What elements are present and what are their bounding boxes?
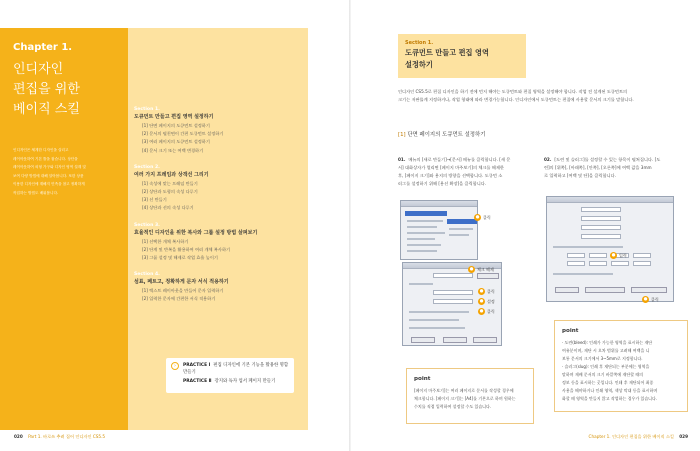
point-line: 사용을 해야하거나 인쇄 영역, 색상 막대 등을 표시하며 bbox=[562, 388, 658, 393]
toc-section bbox=[134, 164, 306, 213]
page-number: 020 bbox=[14, 434, 23, 439]
page-number: 029 bbox=[679, 434, 688, 439]
toc-section bbox=[134, 106, 306, 155]
point-line: · 슬러그(slug): 인쇄 후 재단되는 부분에는 영역을 bbox=[562, 364, 650, 369]
intro-line: 크기는 저판률계 지정하거나, 작업 형태에 따라 변경가능합니다. 인디자인에서 도큐먼트는 편집에 사용할 문서의 크기를 말합니다. bbox=[398, 97, 634, 102]
point-line: 보통 문서의 크기에서 3~5mm로 지정합니다. bbox=[562, 356, 643, 361]
toc-section-label: Section 4. bbox=[134, 272, 160, 278]
point-title: point bbox=[414, 376, 431, 382]
chapter-title-line: 베이직 스킬 bbox=[13, 102, 80, 117]
point-line: · 도련(bleed): 인쇄가 가능한 영역을 표시하는 재단 bbox=[562, 340, 653, 345]
chapter-desc-line: 인디자인은 체계한 디자인을 살리고 bbox=[13, 148, 69, 152]
toc-item: [1] 선택한 개체 복사하기 bbox=[142, 238, 189, 244]
point-line: [페이지 마주보기]는 여러 페이지로 문서를 작성할 경우에 bbox=[414, 388, 514, 393]
step-number: 02. bbox=[544, 157, 552, 162]
table-of-contents bbox=[134, 106, 306, 313]
running-title: Chapter 1. 인디자인 편집을 위한 베이직 스킬 bbox=[588, 434, 674, 439]
toc-item: [3] 선 만들기 bbox=[142, 197, 167, 203]
step-line: 후, [페이지 크기]와 용지의 방향을 선택합니다. 도큐먼 소 bbox=[398, 173, 503, 178]
callout: ● 클릭 bbox=[475, 214, 491, 220]
practice-item bbox=[171, 378, 290, 385]
callout: ● 클릭 bbox=[479, 288, 495, 294]
toc-item: [2] 상단과 도형의 속성 다루기 bbox=[142, 189, 198, 195]
section-title-line: 도큐먼트 만들고 편집 영역 bbox=[405, 48, 489, 57]
callout: ● 입력 bbox=[611, 252, 627, 258]
callout: ● 클릭 bbox=[479, 308, 495, 314]
callout-badge-icon: ● bbox=[479, 309, 484, 314]
step-line: 러그를 설정하기 위해 [용선 확장]을 클릭합니다. bbox=[398, 181, 487, 186]
chapter-description bbox=[13, 146, 125, 198]
practice-box bbox=[166, 358, 294, 393]
page-gutter bbox=[349, 0, 351, 451]
point-line: 정보 등을 표시하는 곳입니다. 인쇄 후 재단되어 최종 bbox=[562, 380, 654, 385]
point-line: 수치를 직접 입력하여 설정할 수도 있습니다. bbox=[414, 404, 492, 409]
step-line: 로 입력하고 [여백 및 단]을 클릭합니다. bbox=[544, 173, 616, 178]
chapter-title bbox=[13, 60, 123, 120]
left-footer bbox=[14, 434, 105, 440]
step-line: [도련 및 슬러그]를 설정할 수 있는 항목이 펼쳐집니다. [도 bbox=[554, 157, 661, 162]
chapter-desc-line: 레이아웃하여 기본 틀을 잡습니다. 상단을 bbox=[13, 156, 78, 161]
toc-item: [4] 문서 크기 또는 여백 변경하기 bbox=[142, 147, 204, 153]
subsection-number: [1] bbox=[398, 132, 406, 138]
chapter-desc-line: 작업하는 방법도 배워봅니다. bbox=[13, 190, 59, 195]
toc-item: [1] 단면 페이지의 도큐먼트 설정하기 bbox=[142, 123, 210, 128]
toc-item: [2] 문서의 펼친면이 간편 도큐먼트 설정하기 bbox=[142, 131, 224, 137]
section-label: Section 1. bbox=[405, 40, 434, 46]
toc-item: [1] 속성에 맞는 프레임 만들기 bbox=[142, 180, 198, 186]
callout-badge-icon: ● bbox=[475, 215, 480, 220]
point-line: 여유분이며, 재단 시 오차 범위를 고려해 여백을 니 bbox=[562, 348, 650, 353]
toc-section-title: 섬표, 페트고, 정확하게 문자 서식 적용하기 bbox=[134, 279, 229, 286]
section-header bbox=[398, 34, 526, 78]
toc-item: [2] 입력한 문자에 간편한 서식 적용하기 bbox=[142, 296, 216, 302]
toc-section-label: Section 1. bbox=[134, 107, 160, 112]
step-number: 01. bbox=[398, 157, 406, 162]
toc-item: [2] 단계 및 반복을 활용하여 여러 개체 복사하기 bbox=[142, 246, 231, 252]
point-line: 체크합니다. [페이지 크기]는 [A4]를 기본으로 하며 원하는 bbox=[414, 396, 516, 401]
practice-text: 편집 디자인에 기본 기능을 활용한 명함 만들기 bbox=[183, 363, 289, 375]
callout: ● 클릭 bbox=[643, 296, 659, 302]
callout-badge-icon: ● bbox=[643, 297, 648, 302]
step-line: 서] 대화상자가 열리면 [페이지 마주보기]의 체크를 해제한 bbox=[398, 165, 504, 170]
practice-label: PRACTICE Ⅱ bbox=[183, 379, 212, 384]
practice-text: 강지와 독자 업서 페이지 만들기 bbox=[214, 379, 276, 384]
point-box bbox=[554, 320, 688, 412]
arrow-right-icon: › bbox=[171, 362, 179, 370]
step-2 bbox=[544, 156, 684, 180]
chapter-desc-line: 이용한 디자인에 계해지 민족을 참고 정확하게 bbox=[13, 182, 85, 187]
point-title: point bbox=[562, 328, 579, 334]
right-footer bbox=[589, 434, 688, 440]
section-title-line: 설정하기 bbox=[405, 60, 433, 69]
toc-section bbox=[134, 271, 306, 303]
toc-section-title: 도큐먼트 만들고 편집 영역 설정하기 bbox=[134, 114, 214, 120]
bleed-slug-dialog-screenshot bbox=[546, 196, 674, 302]
chapter-desc-line: 레이아웃하여 외형 가구와 디자인 영역 설계 및 bbox=[13, 165, 86, 170]
practice-item bbox=[171, 362, 290, 376]
toc-item: [4] 상단과 선의 속성 다루기 bbox=[142, 205, 194, 211]
callout: ● 설정 bbox=[479, 298, 495, 304]
step-1 bbox=[398, 156, 530, 188]
toc-item: [3] 여러 페이지의 도큐먼트 설정하기 bbox=[142, 139, 210, 145]
toc-section-title: 여러 가지 프레임과 상객선 그리기 bbox=[134, 171, 209, 178]
callout: ● 체크 해제 bbox=[469, 266, 494, 272]
step-line: 메뉴의 [새로 만들기]→[문서] 메뉴를 클릭합니다. [새 문 bbox=[408, 157, 511, 162]
practice-label: PRACTICE Ⅰ bbox=[183, 363, 211, 368]
toc-section-label: Section 3. bbox=[134, 222, 160, 228]
callout-badge-icon: ● bbox=[479, 289, 484, 294]
callout-badge-icon: ● bbox=[479, 299, 484, 304]
chapter-desc-line: 보여 다양 방법에 대해 알아봅니다. 또한 상품 bbox=[13, 173, 84, 178]
step-line: 련]의 [위쪽], [아래쪽], [안쪽], [오른쪽]에 여백 값을 3mm bbox=[544, 165, 652, 170]
subsection-heading bbox=[398, 130, 485, 138]
toc-section-title: 효율적인 디자인을 위한 복사와 그룹 설정 방법 살펴보기 bbox=[134, 229, 258, 236]
toc-section bbox=[134, 222, 306, 263]
point-line: 말하며 재배 문서의 크기 바깥쪽에 재단할 때의 bbox=[562, 372, 644, 377]
toc-item: [1] 텍스트 레이아웃을 만들어 문자 입력하기 bbox=[142, 288, 224, 294]
chapter-title-line: 인디자인 bbox=[13, 62, 64, 77]
toc-item: [3] 그룹 설정 및 해제로 작업 효율 높이기 bbox=[142, 255, 218, 261]
chapter-label: Chapter 1. bbox=[13, 42, 73, 53]
point-line: 화할 때 영역을 만들지 않고 작업하는 경우가 있습니다. bbox=[562, 396, 658, 401]
section-intro bbox=[398, 88, 680, 104]
toc-section-label: Section 2. bbox=[134, 164, 160, 170]
callout-badge-icon: ● bbox=[469, 267, 474, 272]
point-box bbox=[406, 368, 534, 424]
intro-line: 인디자인 CS5.5로 편집 디자인을 하기 전에 먼저 해야는 도큐먼트와 편집 영역을 설정해야 합니다. 작업 전 설계된 도큐먼트의 bbox=[398, 89, 628, 94]
callout-badge-icon: ● bbox=[611, 253, 616, 258]
menu-screenshot bbox=[400, 200, 478, 260]
chapter-title-line: 편집을 위한 bbox=[13, 82, 80, 97]
subsection-title: 단면 페이지의 도큐먼트 설정하기 bbox=[407, 132, 486, 138]
running-title: Part 1. 바로쓰 추려 집어 인디자인 CS5.5 bbox=[28, 434, 106, 439]
